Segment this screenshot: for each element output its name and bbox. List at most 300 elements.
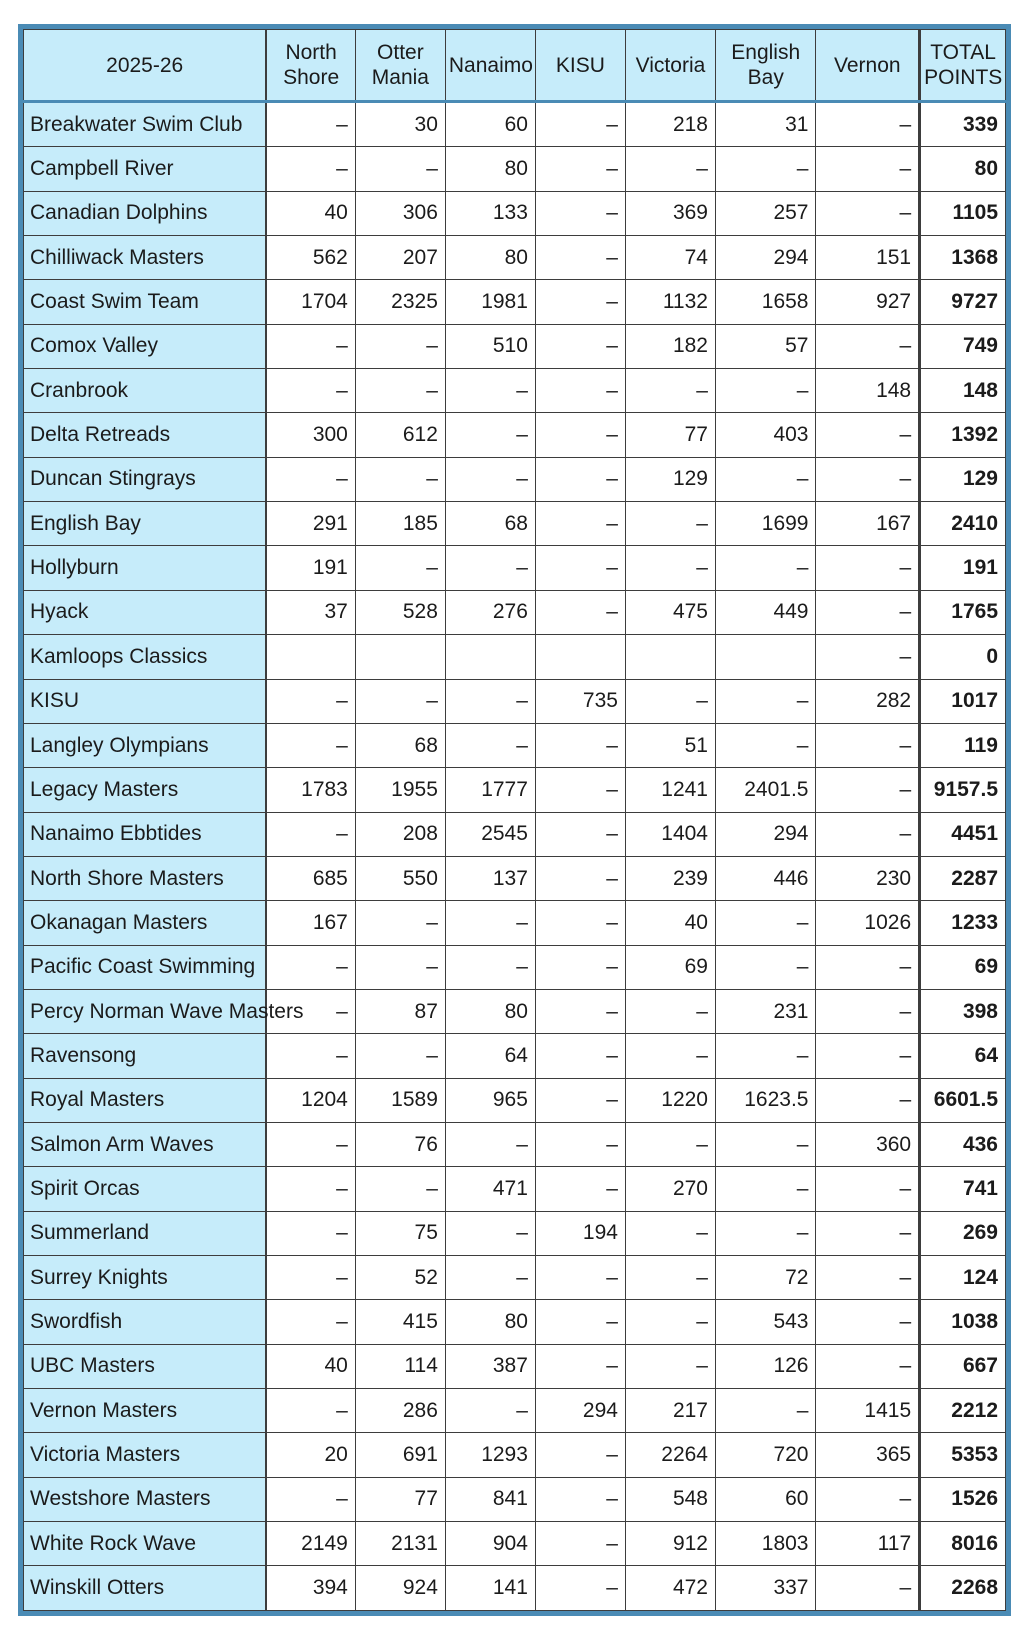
vernon-points-cell: – xyxy=(816,191,920,235)
otter-mania-points-cell: 550 xyxy=(355,856,445,900)
north-shore-points-cell: 20 xyxy=(266,1433,355,1477)
total-points-cell: 1392 xyxy=(920,413,1006,457)
total-points-cell: 6601.5 xyxy=(920,1078,1006,1122)
nanaimo-points-cell: 1777 xyxy=(445,768,535,812)
nanaimo-points-cell: – xyxy=(445,457,535,501)
total-points-cell: 436 xyxy=(920,1122,1006,1166)
kisu-points-cell: – xyxy=(535,280,625,324)
otter-mania-points-cell: 87 xyxy=(355,989,445,1033)
victoria-points-cell: – xyxy=(625,147,715,191)
otter-mania-points-cell: 75 xyxy=(355,1211,445,1255)
team-name-cell: Cranbrook xyxy=(24,369,267,413)
total-points-cell: 1105 xyxy=(920,191,1006,235)
nanaimo-points-cell: – xyxy=(445,1389,535,1433)
kisu-points-cell: – xyxy=(535,989,625,1033)
team-name-cell: Royal Masters xyxy=(24,1078,267,1122)
victoria-points-cell: 217 xyxy=(625,1389,715,1433)
north-shore-points-cell xyxy=(266,635,355,679)
nanaimo-points-cell: 276 xyxy=(445,590,535,634)
north-shore-points-cell: 291 xyxy=(266,502,355,546)
kisu-points-cell: – xyxy=(535,1167,625,1211)
vernon-points-cell: – xyxy=(816,457,920,501)
team-name-cell: Swordfish xyxy=(24,1300,267,1344)
total-points-cell: 148 xyxy=(920,369,1006,413)
total-points-cell: 2287 xyxy=(920,856,1006,900)
total-points-cell: 69 xyxy=(920,945,1006,989)
victoria-points-cell: – xyxy=(625,502,715,546)
otter-mania-points-cell: 77 xyxy=(355,1477,445,1521)
team-name-cell: Nanaimo Ebbtides xyxy=(24,812,267,856)
table-row xyxy=(24,413,1006,457)
team-name-cell: Chilliwack Masters xyxy=(24,236,267,280)
vernon-points-cell: – xyxy=(816,945,920,989)
meet-header-english-bay xyxy=(715,30,816,102)
vernon-points-cell: 1026 xyxy=(816,901,920,945)
meet-header-otter-mania xyxy=(355,30,445,102)
vernon-points-cell: 148 xyxy=(816,369,920,413)
nanaimo-points-cell: 1981 xyxy=(445,280,535,324)
table-row xyxy=(24,812,1006,856)
table-row xyxy=(24,989,1006,1033)
meet-header-line: Bay xyxy=(747,66,784,89)
kisu-points-cell: – xyxy=(535,147,625,191)
north-shore-points-cell: – xyxy=(266,945,355,989)
otter-mania-points-cell: 691 xyxy=(355,1433,445,1477)
team-name-cell: Kamloops Classics xyxy=(24,635,267,679)
victoria-points-cell: 129 xyxy=(625,457,715,501)
total-points-cell: 1765 xyxy=(920,590,1006,634)
otter-mania-points-cell: 415 xyxy=(355,1300,445,1344)
nanaimo-points-cell: 387 xyxy=(445,1344,535,1388)
team-name-cell: Comox Valley xyxy=(24,324,267,368)
table-row xyxy=(24,102,1006,147)
victoria-points-cell: 182 xyxy=(625,324,715,368)
total-points-cell: 339 xyxy=(920,102,1006,147)
vernon-points-cell: – xyxy=(816,1167,920,1211)
english-bay-points-cell: – xyxy=(715,679,816,723)
victoria-points-cell: 218 xyxy=(625,102,715,147)
otter-mania-points-cell: 208 xyxy=(355,812,445,856)
standings-table-frame xyxy=(18,24,1011,1616)
nanaimo-points-cell: – xyxy=(445,945,535,989)
table-row xyxy=(24,1034,1006,1078)
nanaimo-points-cell: 60 xyxy=(445,102,535,147)
english-bay-points-cell: 1699 xyxy=(715,502,816,546)
total-header-line: TOTAL xyxy=(930,41,996,64)
nanaimo-points-cell: – xyxy=(445,413,535,457)
nanaimo-points-cell: – xyxy=(445,1255,535,1299)
north-shore-points-cell: – xyxy=(266,1477,355,1521)
kisu-points-cell: – xyxy=(535,1344,625,1388)
otter-mania-points-cell: 114 xyxy=(355,1344,445,1388)
north-shore-points-cell: – xyxy=(266,102,355,147)
table-row xyxy=(24,768,1006,812)
english-bay-points-cell: 294 xyxy=(715,812,816,856)
north-shore-points-cell: – xyxy=(266,1255,355,1299)
vernon-points-cell: – xyxy=(816,1255,920,1299)
team-name-cell: Salmon Arm Waves xyxy=(24,1122,267,1166)
north-shore-points-cell: – xyxy=(266,147,355,191)
kisu-points-cell: – xyxy=(535,812,625,856)
total-points-cell: 64 xyxy=(920,1034,1006,1078)
vernon-points-cell: – xyxy=(816,102,920,147)
nanaimo-points-cell: 80 xyxy=(445,1300,535,1344)
total-points-cell: 269 xyxy=(920,1211,1006,1255)
table-row xyxy=(24,1167,1006,1211)
total-points-cell: 2268 xyxy=(920,1566,1006,1611)
table-row xyxy=(24,1300,1006,1344)
total-points-cell: 667 xyxy=(920,1344,1006,1388)
otter-mania-points-cell: – xyxy=(355,1167,445,1211)
table-row xyxy=(24,147,1006,191)
nanaimo-points-cell: – xyxy=(445,679,535,723)
total-points-cell: 8016 xyxy=(920,1522,1006,1566)
kisu-points-cell: – xyxy=(535,1300,625,1344)
header-row xyxy=(24,30,1006,102)
nanaimo-points-cell: 141 xyxy=(445,1566,535,1611)
english-bay-points-cell: 449 xyxy=(715,590,816,634)
total-points-cell: 124 xyxy=(920,1255,1006,1299)
team-name-cell: Spirit Orcas xyxy=(24,1167,267,1211)
team-name-cell: Percy Norman Wave Masters xyxy=(24,989,267,1033)
otter-mania-points-cell: – xyxy=(355,901,445,945)
vernon-points-cell: – xyxy=(816,1034,920,1078)
english-bay-points-cell: 72 xyxy=(715,1255,816,1299)
table-row xyxy=(24,1211,1006,1255)
nanaimo-points-cell: 471 xyxy=(445,1167,535,1211)
otter-mania-points-cell: – xyxy=(355,369,445,413)
north-shore-points-cell: – xyxy=(266,1034,355,1078)
table-row xyxy=(24,723,1006,767)
total-points-cell: 4451 xyxy=(920,812,1006,856)
table-row xyxy=(24,856,1006,900)
team-name-cell: Victoria Masters xyxy=(24,1433,267,1477)
team-name-cell: Summerland xyxy=(24,1211,267,1255)
nanaimo-points-cell: 510 xyxy=(445,324,535,368)
kisu-points-cell: – xyxy=(535,236,625,280)
victoria-points-cell: – xyxy=(625,1211,715,1255)
vernon-points-cell: – xyxy=(816,1300,920,1344)
kisu-points-cell: – xyxy=(535,723,625,767)
meet-header-line: Mania xyxy=(371,66,429,89)
otter-mania-points-cell: 924 xyxy=(355,1566,445,1611)
north-shore-points-cell: – xyxy=(266,1389,355,1433)
nanaimo-points-cell: 80 xyxy=(445,236,535,280)
kisu-points-cell: – xyxy=(535,191,625,235)
victoria-points-cell: – xyxy=(625,679,715,723)
kisu-points-cell: – xyxy=(535,324,625,368)
north-shore-points-cell: 40 xyxy=(266,191,355,235)
vernon-points-cell: 1415 xyxy=(816,1389,920,1433)
english-bay-points-cell: 60 xyxy=(715,1477,816,1521)
total-points-cell: 9157.5 xyxy=(920,768,1006,812)
total-points-header xyxy=(920,30,1006,102)
north-shore-points-cell: 1704 xyxy=(266,280,355,324)
meet-header-line: Otter xyxy=(377,41,424,64)
vernon-points-cell: 230 xyxy=(816,856,920,900)
nanaimo-points-cell: 2545 xyxy=(445,812,535,856)
nanaimo-points-cell: 68 xyxy=(445,502,535,546)
victoria-points-cell: 2264 xyxy=(625,1433,715,1477)
english-bay-points-cell: 720 xyxy=(715,1433,816,1477)
victoria-points-cell: 1132 xyxy=(625,280,715,324)
otter-mania-points-cell: – xyxy=(355,546,445,590)
north-shore-points-cell: 191 xyxy=(266,546,355,590)
nanaimo-points-cell: – xyxy=(445,1122,535,1166)
season-header xyxy=(24,30,267,102)
team-name-cell: Campbell River xyxy=(24,147,267,191)
english-bay-points-cell: 231 xyxy=(715,989,816,1033)
table-row xyxy=(24,324,1006,368)
victoria-points-cell: 74 xyxy=(625,236,715,280)
otter-mania-points-cell: – xyxy=(355,147,445,191)
total-points-cell: 398 xyxy=(920,989,1006,1033)
team-name-cell: Okanagan Masters xyxy=(24,901,267,945)
meet-header-kisu xyxy=(535,30,625,102)
english-bay-points-cell: 1803 xyxy=(715,1522,816,1566)
english-bay-points-cell: – xyxy=(715,901,816,945)
otter-mania-points-cell: 2325 xyxy=(355,280,445,324)
meet-header-line: English xyxy=(731,41,801,64)
vernon-points-cell: – xyxy=(816,1211,920,1255)
victoria-points-cell: 239 xyxy=(625,856,715,900)
vernon-points-cell: – xyxy=(816,768,920,812)
table-row xyxy=(24,1566,1006,1611)
victoria-points-cell: 1404 xyxy=(625,812,715,856)
otter-mania-points-cell: 612 xyxy=(355,413,445,457)
team-name-cell: Legacy Masters xyxy=(24,768,267,812)
table-row xyxy=(24,457,1006,501)
english-bay-points-cell: 294 xyxy=(715,236,816,280)
team-name-cell: White Rock Wave xyxy=(24,1522,267,1566)
table-row xyxy=(24,502,1006,546)
total-points-cell: 129 xyxy=(920,457,1006,501)
victoria-points-cell: 270 xyxy=(625,1167,715,1211)
total-points-cell: 1038 xyxy=(920,1300,1006,1344)
english-bay-points-cell: 2401.5 xyxy=(715,768,816,812)
total-points-cell: 2410 xyxy=(920,502,1006,546)
meet-header-vernon xyxy=(816,30,920,102)
north-shore-points-cell: 1783 xyxy=(266,768,355,812)
kisu-points-cell: – xyxy=(535,1477,625,1521)
table-row xyxy=(24,590,1006,634)
meet-header-victoria xyxy=(625,30,715,102)
north-shore-points-cell: – xyxy=(266,989,355,1033)
north-shore-points-cell: – xyxy=(266,679,355,723)
victoria-points-cell: – xyxy=(625,1255,715,1299)
english-bay-points-cell: 543 xyxy=(715,1300,816,1344)
total-points-cell: 119 xyxy=(920,723,1006,767)
vernon-points-cell: – xyxy=(816,546,920,590)
victoria-points-cell: – xyxy=(625,546,715,590)
kisu-points-cell: – xyxy=(535,502,625,546)
vernon-points-cell: – xyxy=(816,1477,920,1521)
english-bay-points-cell: – xyxy=(715,457,816,501)
total-points-cell: 749 xyxy=(920,324,1006,368)
english-bay-points-cell xyxy=(715,635,816,679)
table-row xyxy=(24,679,1006,723)
team-name-cell: Hyack xyxy=(24,590,267,634)
nanaimo-points-cell: 841 xyxy=(445,1477,535,1521)
victoria-points-cell: – xyxy=(625,1122,715,1166)
table-row xyxy=(24,1344,1006,1388)
north-shore-points-cell: 2149 xyxy=(266,1522,355,1566)
otter-mania-points-cell: – xyxy=(355,457,445,501)
north-shore-points-cell: 685 xyxy=(266,856,355,900)
victoria-points-cell: 1241 xyxy=(625,768,715,812)
standings-body xyxy=(24,102,1006,1611)
vernon-points-cell: – xyxy=(816,635,920,679)
english-bay-points-cell: 1623.5 xyxy=(715,1078,816,1122)
table-row xyxy=(24,635,1006,679)
nanaimo-points-cell: – xyxy=(445,369,535,413)
kisu-points-cell: – xyxy=(535,1433,625,1477)
team-name-cell: Surrey Knights xyxy=(24,1255,267,1299)
kisu-points-cell: – xyxy=(535,945,625,989)
team-name-cell: Pacific Coast Swimming xyxy=(24,945,267,989)
nanaimo-points-cell: 80 xyxy=(445,147,535,191)
english-bay-points-cell: 31 xyxy=(715,102,816,147)
english-bay-points-cell: 1658 xyxy=(715,280,816,324)
nanaimo-points-cell: 904 xyxy=(445,1522,535,1566)
meet-header-nanaimo xyxy=(445,30,535,102)
total-points-cell: 80 xyxy=(920,147,1006,191)
team-name-cell: Westshore Masters xyxy=(24,1477,267,1521)
otter-mania-points-cell: – xyxy=(355,1034,445,1078)
victoria-points-cell: – xyxy=(625,369,715,413)
north-shore-points-cell: – xyxy=(266,324,355,368)
vernon-points-cell: – xyxy=(816,413,920,457)
north-shore-points-cell: – xyxy=(266,457,355,501)
total-points-cell: 1233 xyxy=(920,901,1006,945)
team-name-cell: Canadian Dolphins xyxy=(24,191,267,235)
north-shore-points-cell: 300 xyxy=(266,413,355,457)
total-points-cell: 9727 xyxy=(920,280,1006,324)
vernon-points-cell: – xyxy=(816,723,920,767)
team-name-cell: Hollyburn xyxy=(24,546,267,590)
total-points-cell: 741 xyxy=(920,1167,1006,1211)
kisu-points-cell: 294 xyxy=(535,1389,625,1433)
victoria-points-cell: 548 xyxy=(625,1477,715,1521)
vernon-points-cell: 360 xyxy=(816,1122,920,1166)
otter-mania-points-cell: 30 xyxy=(355,102,445,147)
table-row xyxy=(24,236,1006,280)
kisu-points-cell: – xyxy=(535,457,625,501)
victoria-points-cell: 69 xyxy=(625,945,715,989)
nanaimo-points-cell: – xyxy=(445,901,535,945)
table-row xyxy=(24,1522,1006,1566)
nanaimo-points-cell: 965 xyxy=(445,1078,535,1122)
otter-mania-points-cell: – xyxy=(355,945,445,989)
table-row xyxy=(24,1389,1006,1433)
team-name-cell: UBC Masters xyxy=(24,1344,267,1388)
english-bay-points-cell: – xyxy=(715,546,816,590)
team-name-cell: Langley Olympians xyxy=(24,723,267,767)
english-bay-points-cell: – xyxy=(715,945,816,989)
otter-mania-points-cell: 2131 xyxy=(355,1522,445,1566)
nanaimo-points-cell: 137 xyxy=(445,856,535,900)
kisu-points-cell: – xyxy=(535,1522,625,1566)
north-shore-points-cell: – xyxy=(266,1167,355,1211)
english-bay-points-cell: – xyxy=(715,369,816,413)
kisu-points-cell xyxy=(535,635,625,679)
north-shore-points-cell: 167 xyxy=(266,901,355,945)
meet-header-line: Victoria xyxy=(635,53,706,77)
nanaimo-points-cell: – xyxy=(445,1211,535,1255)
table-row xyxy=(24,1078,1006,1122)
kisu-points-cell: – xyxy=(535,1122,625,1166)
otter-mania-points-cell xyxy=(355,635,445,679)
vernon-points-cell: – xyxy=(816,1344,920,1388)
nanaimo-points-cell: – xyxy=(445,546,535,590)
victoria-points-cell: – xyxy=(625,989,715,1033)
team-name-cell: KISU xyxy=(24,679,267,723)
kisu-points-cell: – xyxy=(535,1566,625,1611)
nanaimo-points-cell: 64 xyxy=(445,1034,535,1078)
standings-table xyxy=(23,29,1006,1611)
kisu-points-cell: – xyxy=(535,901,625,945)
nanaimo-points-cell: 80 xyxy=(445,989,535,1033)
total-points-cell: 5353 xyxy=(920,1433,1006,1477)
english-bay-points-cell: – xyxy=(715,1389,816,1433)
team-name-cell: English Bay xyxy=(24,502,267,546)
kisu-points-cell: 735 xyxy=(535,679,625,723)
kisu-points-cell: – xyxy=(535,369,625,413)
vernon-points-cell: – xyxy=(816,147,920,191)
vernon-points-cell: – xyxy=(816,989,920,1033)
vernon-points-cell: 167 xyxy=(816,502,920,546)
team-name-cell: Winskill Otters xyxy=(24,1566,267,1611)
table-row xyxy=(24,1477,1006,1521)
nanaimo-points-cell: – xyxy=(445,723,535,767)
otter-mania-points-cell: 76 xyxy=(355,1122,445,1166)
otter-mania-points-cell: 306 xyxy=(355,191,445,235)
kisu-points-cell: – xyxy=(535,1034,625,1078)
table-row xyxy=(24,945,1006,989)
otter-mania-points-cell: – xyxy=(355,679,445,723)
team-name-cell: Coast Swim Team xyxy=(24,280,267,324)
kisu-points-cell: – xyxy=(535,1255,625,1299)
meet-header-line: Nanaimo xyxy=(448,53,533,77)
vernon-points-cell: 282 xyxy=(816,679,920,723)
vernon-points-cell: 151 xyxy=(816,236,920,280)
north-shore-points-cell: – xyxy=(266,369,355,413)
season-label: 2025-26 xyxy=(106,53,184,77)
victoria-points-cell xyxy=(625,635,715,679)
table-row xyxy=(24,1122,1006,1166)
table-row xyxy=(24,369,1006,413)
otter-mania-points-cell: 185 xyxy=(355,502,445,546)
table-row xyxy=(24,1433,1006,1477)
english-bay-points-cell: 257 xyxy=(715,191,816,235)
english-bay-points-cell: – xyxy=(715,1034,816,1078)
otter-mania-points-cell: 1955 xyxy=(355,768,445,812)
victoria-points-cell: – xyxy=(625,1344,715,1388)
total-points-cell: 0 xyxy=(920,635,1006,679)
vernon-points-cell: 117 xyxy=(816,1522,920,1566)
english-bay-points-cell: – xyxy=(715,723,816,767)
kisu-points-cell: – xyxy=(535,590,625,634)
table-row xyxy=(24,901,1006,945)
victoria-points-cell: 40 xyxy=(625,901,715,945)
vernon-points-cell: 365 xyxy=(816,1433,920,1477)
kisu-points-cell: 194 xyxy=(535,1211,625,1255)
north-shore-points-cell: 37 xyxy=(266,590,355,634)
english-bay-points-cell: – xyxy=(715,147,816,191)
north-shore-points-cell: – xyxy=(266,1211,355,1255)
victoria-points-cell: 472 xyxy=(625,1566,715,1611)
table-row xyxy=(24,191,1006,235)
